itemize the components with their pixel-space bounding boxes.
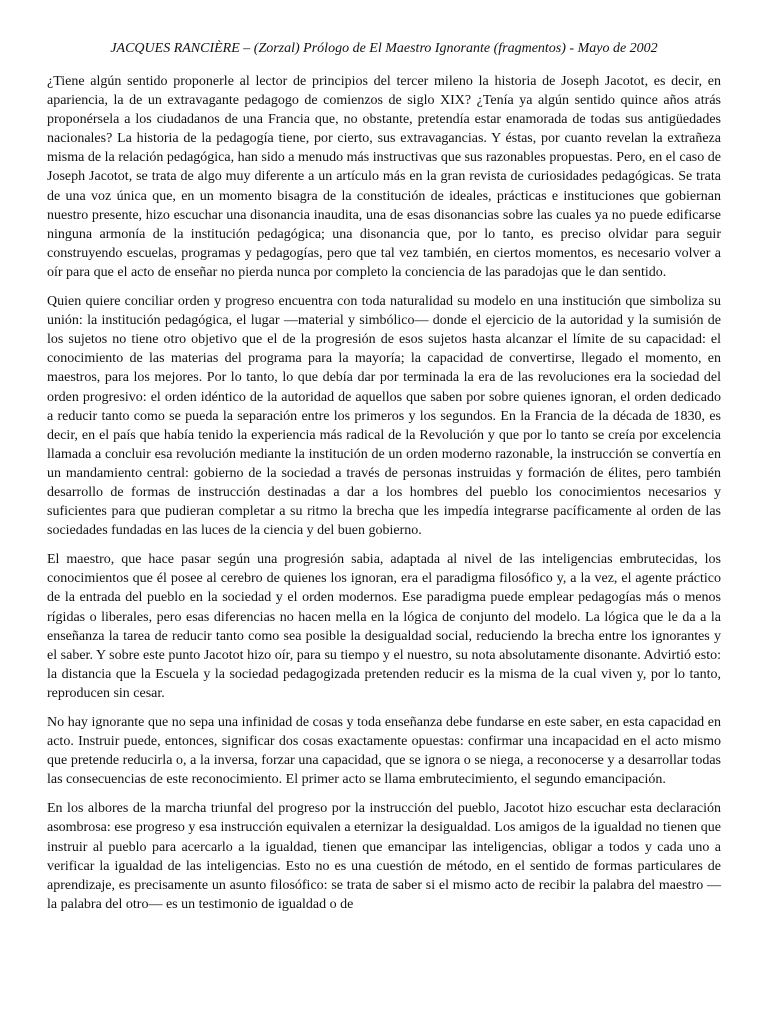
- paragraph-4: No hay ignorante que no sepa una infinidad de cosas y toda enseñanza debe fundarse en este saber, en esta capacidad en acto. Instruir puede, entonces, significar dos cosas exactamente opuestas: confirmar una incapacidad en el acto mismo que pretende reducirla o, a la inversa, forzar una capacidad, que se ignora o se niega, a reconocerse y a desarrollar todas las consecuencias de este reconocimiento. El primer acto se llama embrutecimiento, el segundo emancipación.: [47, 715, 721, 788]
- document-header: JACQUES RANCIÈRE – (Zorzal) Prólogo de El Maestro Ignorante (fragmentos) - Mayo de 2002: [110, 41, 658, 56]
- document-page: [47, 40, 721, 924]
- paragraph-3: El maestro, que hace pasar según una progresión sabia, adaptada al nivel de las inteligencias embrutecidas, los conocimientos que él posee al cerebro de quienes los ignoran, era el paradigma filosófico y, a la vez, el agente práctico de la entrada del pueblo en la sociedad y el orden modernos. Ese paradigma puede emplear pedagogías más o menos rígidas o liberales, pero esas diferencias no hacen mella en la lógica de conjunto del modelo. La lógica que le da a la enseñanza la tarea de reducir tanto como sea posible la desigualdad social, reduciendo la brecha entre los ignorantes y el saber. Y sobre este punto Jacotot hizo oír, para su tiempo y el nuestro, su nota absolutamente disonante. Advirtió esto: la distancia que la Escuela y la sociedad pedagogizada pretenden reducir es la misma de la cual viven y, por lo tanto, reproducen sin cesar.: [47, 552, 721, 701]
- paragraph-2: Quien quiere conciliar orden y progreso encuentra con toda naturalidad su modelo en una institución que simboliza su unión: la institución pedagógica, el lugar —material y simbólico— donde el ejercicio de la autoridad y la sumisión de los sujetos no tiene otro objetivo que el de la progresión de esos sujetos hasta alcanzar el límite de su capacidad: el conocimiento de las materias del programa para la mayoría; la capacidad de convertirse, llegado el momento, en maestros, para los mejores. Por lo tanto, lo que debía dar por terminada la era de las revoluciones era la sociedad del orden progresivo: el orden idéntico de la autoridad de aquellos que saben por sobre quienes ignoran, el orden dedicado a reducir tanto como se pueda la separación entre los primeros y los segundos. En la Francia de la década de 1830, es decir, en el país que había tenido la experiencia más radical de la Revolución y que por lo tanto se creía por excelencia llamada a concluir esa revolución mediante la institución de un orden moderno razonable, la instrucción se convertía en un mandamiento central: gobierno de la sociedad a través de personas instruidas y formación de élites, pero también desarrollo de formas de instrucción destinadas a dar a los hombres del pueblo los conocimientos necesarios y suficientes para que pudieran completar a su ritmo la brecha que les impedía integrarse pacíficamente al orden de las sociedades fundadas en las luces de la ciencia y del buen gobierno.: [47, 294, 721, 539]
- paragraph-5: En los albores de la marcha triunfal del progreso por la instrucción del pueblo, Jacotot hizo escuchar esta declaración asombrosa: ese progreso y esa instrucción equivalen a eternizar la desigualdad. Los amigos de la igualdad no tienen que instruir al pueblo para acercarlo a la igualdad, tienen que emancipar las inteligencias, obligar a todos y cada uno a verificar la igualdad de las inteligencias. Esto no es una cuestión de método, en el sentido de formas particulares de aprendizaje, es precisamente un asunto filosófico: se trata de saber si el mismo acto de recibir la palabra del maestro —la palabra del otro— es un testimonio de igualdad o de: [47, 801, 721, 912]
- paragraph-1: ¿Tiene algún sentido proponerle al lector de principios del tercer mileno la historia de Joseph Jacotot, es decir, en apariencia, la de un extravagante pedagogo de comienzos de siglo XIX? ¿Tenía ya algún sentido quince años atrás proponérsela a los ciudadanos de una Francia que, no obstante, pretendía estar enamorada de todas sus antigüedades nacionales? La historia de la pedagogía tiene, por cierto, sus extravagancias. Y éstas, por cuanto revelan la extrañeza misma de la relación pedagógica, han sido a menudo más instructivas que sus razonables propuestas. Pero, en el caso de Joseph Jacotot, se trata de algo muy diferente a un artículo más en la gran revista de curiosidades pedagógicas. Se trata de una voz única que, en un momento bisagra de la constitución de ideales, prácticas e instituciones que gobiernan nuestro presente, hizo escuchar una disonancia inaudita, una de esas disonancias sobre las cuales ya no puede edificarse ninguna armonía de la institución pedagógica; una disonancia que, por lo tanto, es preciso olvidar para seguir construyendo escuelas, programas y pedagogías, pero que tal vez también, en ciertos momentos, es necesario volver a oír para que el acto de enseñar no pierda nunca por completo la conciencia de las paradojas que le dan sentido.: [47, 74, 721, 280]
